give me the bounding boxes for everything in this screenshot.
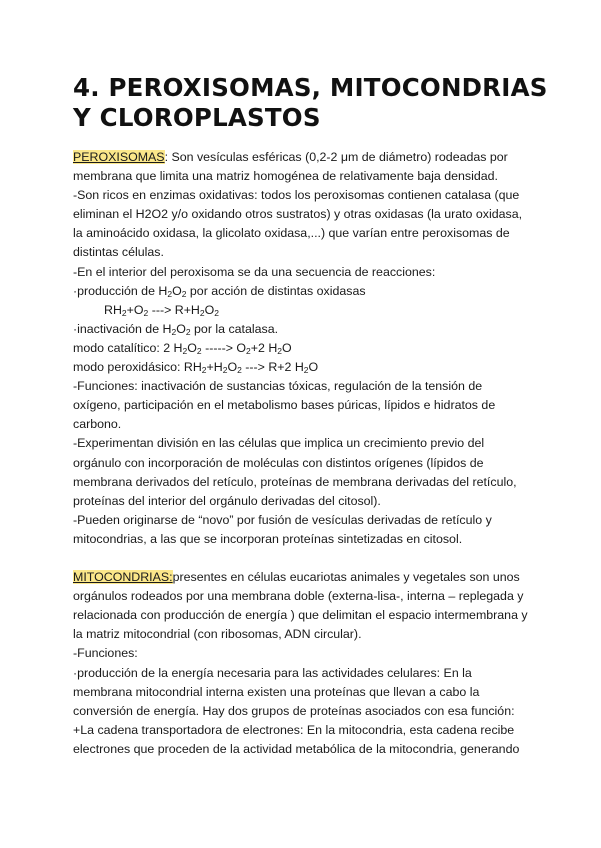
paragraph-line: membrana derivados del retículo, proteínas de membrana derivadas del retículo, [73,474,517,489]
paragraph-line: mitocondrias, a las que se incorporan proteínas sintetizadas en citosol. [73,531,463,546]
paragraph-line: membrana que limita una matriz homogénea de relativamente baja densidad. [73,169,498,184]
paragraph-line: -Experimentan división en las células que implica un crecimiento previo del [73,436,485,451]
formula-line: ·producción de $H_2O_2$ por acción de distintas oxidasas [73,283,366,299]
paragraph-line: orgánulo con incorporación de moléculas con distintos orígenes (lípidos de [73,455,484,470]
paragraph-line: proteínas del interior del orgánulo derivadas del citosol). [73,493,381,508]
section-title [73,73,553,133]
paragraph-line: -Son ricos en enzimas oxidativas: todos los peroxisomas contienen catalasa (que [73,188,520,203]
title-line-1: 4. PEROXISOMAS, MITOCONDRIAS [73,73,548,102]
reaction-line: $RH_2+O_2$ ---> $R+H_2O_2$ [104,302,219,318]
paragraph-gap [73,549,543,568]
paragraph-line: la aminoácido oxidasa, la glicolato oxidasa,...) que varían entre peroxisomas de [73,226,510,241]
reaction-line: modo catalítico: 2 $H_2O_2$ -----> $O_2+2$ $H_2O$ [73,340,292,356]
paragraph-line: eliminan el H2O2 y/o oxidando otros sustratos) y otras oxidasas (la urato oxidasa, [73,207,523,222]
peroxisomas-heading: PEROXISOMAS [73,150,165,164]
paragraph-line: relacionada con producción de energía ) que delimitan el espacio intermembrana y [73,608,528,623]
paragraph-line: la matriz mitocondrial (con ribosomas, ADN circular). [73,627,362,642]
paragraph-line: ·producción de la energía necesaria para las actividades celulares: En la [73,665,472,680]
paragraph-line: distintas células. [73,245,164,260]
paragraph-line: conversión de energía. Hay dos grupos de proteínas asociados con esa función: [73,703,515,718]
paragraph-line: PEROXISOMAS: Son vesículas esféricas (0,2-2 μm de diámetro) rodeadas por [73,150,508,164]
paragraph-line: -Pueden originarse de “novo” por fusión de vesículas derivadas de retículo y [73,512,492,527]
paragraph-line: -En el interior del peroxisoma se da una secuencia de reacciones: [73,264,436,279]
document-body [73,148,543,759]
paragraph-line: +La cadena transportadora de electrones: En la mitocondria, esta cadena recibe [73,722,515,737]
paragraph-line: membrana mitocondrial interna existen una proteínas que llevan a cabo la [73,684,480,699]
mitocondrias-heading: MITOCONDRIAS: [73,570,173,585]
paragraph-line: -Funciones: inactivación de sustancias tóxicas, regulación de la tensión de [73,379,483,394]
formula-line: ·inactivación de $H_2O_2$ por la catalasa. [73,321,279,337]
reaction-line: modo peroxidásico: $RH_2+H_2O_2$ ---> R+2 $H_2O$ [73,360,319,376]
paragraph-line: -Funciones: [73,646,138,661]
title-line-2: Y CLOROPLASTOS [73,103,321,132]
paragraph-line: carbono. [73,417,122,432]
paragraph-line: MITOCONDRIAS:presentes en células eucariotas animales y vegetales son unos [73,570,520,585]
paragraph-line: oxígeno, participación en el metabolismo bases púricas, lípidos e hidratos de [73,398,496,413]
paragraph-line: electrones que proceden de la actividad metabólica de la mitocondria, generando [73,741,520,756]
paragraph-line: orgánulos rodeados por una membrana doble (externa-lisa-, interna – replegada y [73,589,524,604]
